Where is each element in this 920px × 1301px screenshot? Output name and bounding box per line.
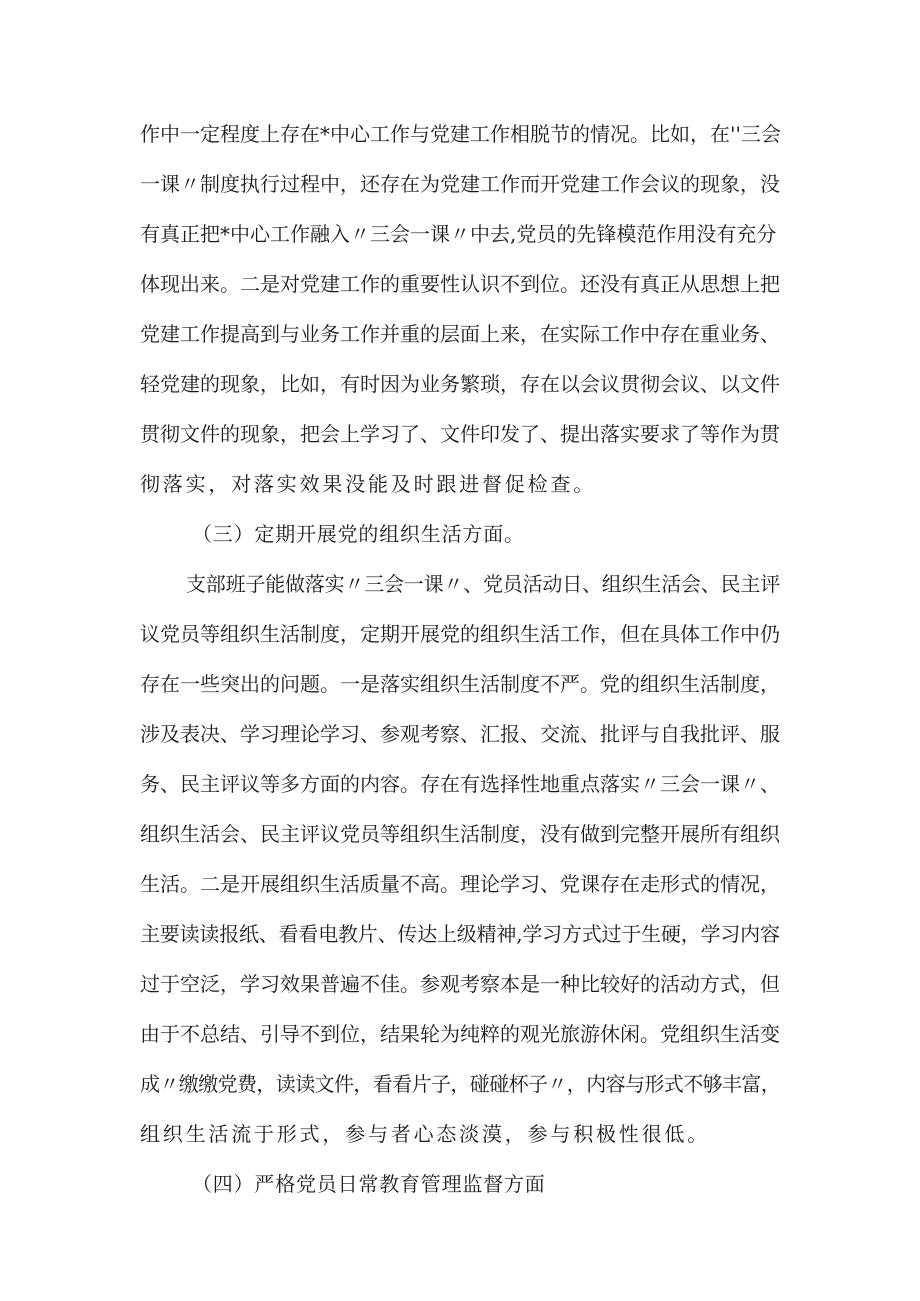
paragraph-line: 涉及表决、学习理论学习、参观考察、汇报、交流、批评与自我批评、服: [140, 722, 780, 746]
paragraph-line: 支部班子能做落实〃三会一课〃、党员活动日、组织生活会、民主评: [186, 572, 780, 596]
paragraph-line: 体现出来。二是对党建工作的重要性认识不到位。还没有真正从思想上把: [140, 272, 780, 296]
paragraph-line: 议党员等组织生活制度，定期开展党的组织生活工作，但在具体工作中仍: [140, 622, 780, 646]
paragraph-line: 彻落实，对落实效果没能及时跟进督促检查。: [140, 472, 596, 496]
paragraph-line: 一课〃制度执行过程中，还存在为党建工作而开党建工作会议的现象，没: [140, 172, 780, 196]
paragraph-line: 主要读读报纸、看看电教片、传达上级精神,学习方式过于生硬，学习内容: [140, 922, 780, 946]
paragraph-line: 成〃缴缴党费，读读文件，看看片子，碰碰杯子〃，内容与形式不够丰富，: [140, 1072, 781, 1096]
paragraph-line: 作中一定程度上存在*中心工作与党建工作相脱节的情况。比如，在''三会: [140, 122, 781, 146]
paragraph-line: 过于空泛，学习效果普遍不佳。参观考察本是一种比较好的活动方式，但: [140, 972, 780, 996]
paragraph-line: 有真正把*中心工作融入〃三会一课〃中去,党员的先锋模范作用没有充分: [140, 222, 777, 246]
paragraph-line: 轻党建的现象，比如，有时因为业务繁琐，存在以会议贯彻会议、以文件: [140, 372, 780, 396]
section-heading-4: （四）严格党员日常教育管理监督方面: [192, 1172, 546, 1196]
paragraph-line: 生活。二是开展组织生活质量不高。理论学习、党课存在走形式的情况，: [140, 872, 780, 896]
paragraph-line: 存在一些突出的问题。一是落实组织生活制度不严。党的组织生活制度，: [140, 672, 780, 696]
paragraph-line: 组织生活流于形式，参与者心态淡漠，参与积极性很低。: [140, 1122, 710, 1146]
paragraph-line: 务、民主评议等多方面的内容。存在有选择性地重点落实〃三会一课〃、: [140, 772, 780, 796]
paragraph-line: 党建工作提高到与业务工作并重的层面上来，在实际工作中存在重业务、: [140, 322, 780, 346]
section-heading-3: （三）定期开展党的组织生活方面。: [192, 522, 525, 546]
paragraph-line: 由于不总结、引导不到位，结果轮为纯粹的观光旅游休闲。党组织生活变: [140, 1022, 780, 1046]
paragraph-line: 组织生活会、民主评议党员等组织生活制度，没有做到完整开展所有组织: [140, 822, 780, 846]
paragraph-line: 贯彻文件的现象，把会上学习了、文件印发了、提出落实要求了等作为贯: [140, 422, 780, 446]
